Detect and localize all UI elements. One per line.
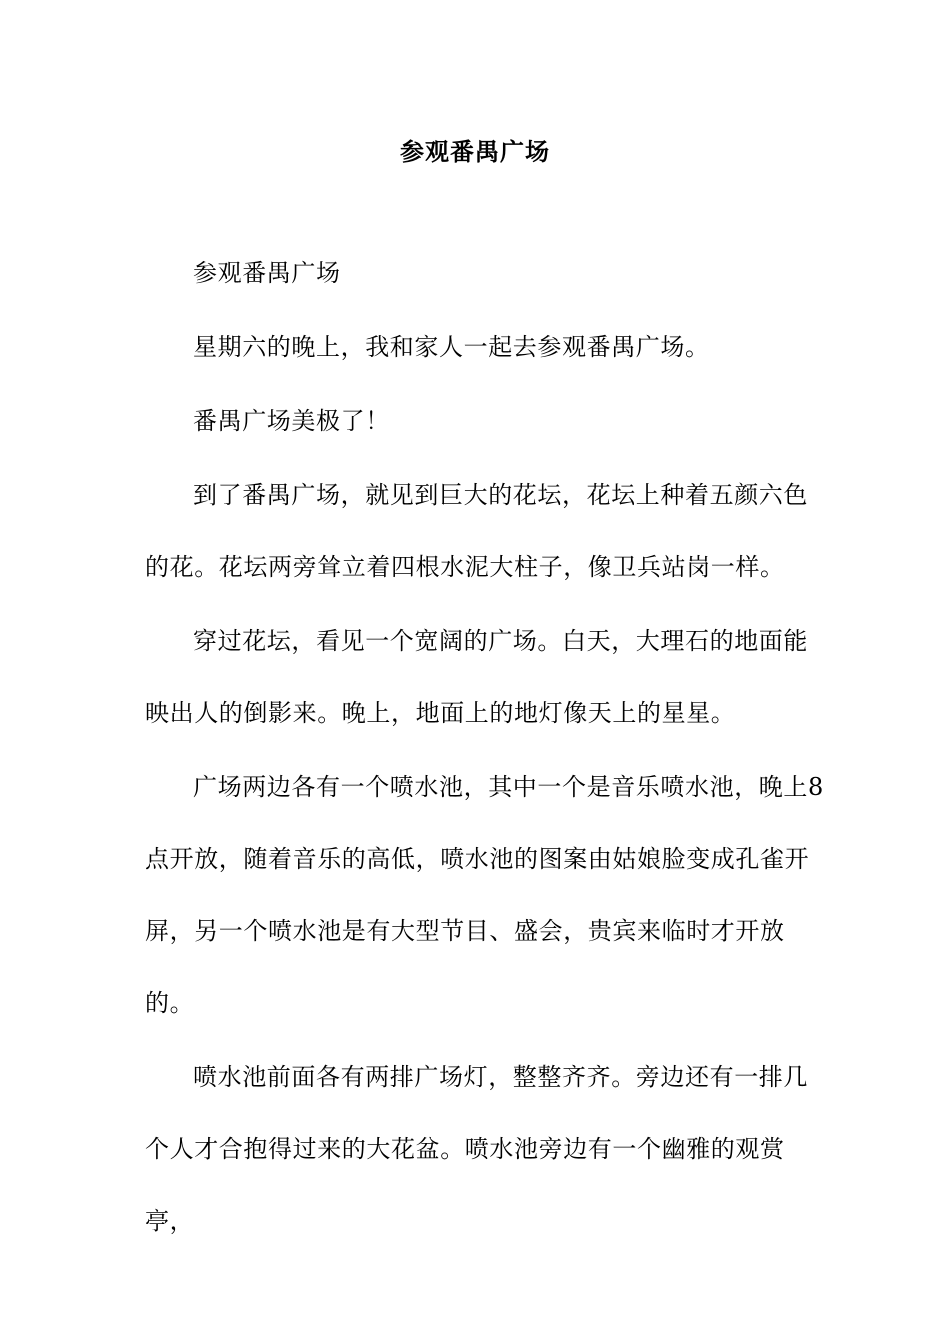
paragraph: 到了番禺广场，就见到巨大的花坛，花坛上种着五颜六色的花。花坛两旁耸立着四根水泥大柱子，像卫兵站岗一样。 — [145, 481, 808, 581]
document-body — [145, 255, 825, 1277]
paragraph: 穿过花坛，看见一个宽阔的广场。白天，大理石的地面能映出人的倒影来。晚上，地面上的地灯像天上的星星。 — [145, 627, 808, 727]
paragraph: 喷水池前面各有两排广场灯，整整齐齐。旁边还有一排几个人才合抱得过来的大花盆。喷水池旁边有一个幽雅的观赏亭， — [145, 1063, 808, 1235]
paragraph: 广场两边各有一个喷水池，其中一个是音乐喷水池，晚上8点开放，随着音乐的高低，喷水池的图案由姑娘脸变成孔雀开屏，另一个喷水池是有大型节目、盛会，贵宾来临时才开放的。 — [145, 773, 824, 1017]
document-title: 参观番禺广场 — [400, 137, 550, 166]
paragraph: 番禺广场美极了！ — [193, 407, 390, 435]
paragraph-subtitle: 参观番禺广场 — [193, 259, 341, 287]
paragraph: 星期六的晚上，我和家人一起去参观番禺广场。 — [193, 333, 710, 361]
